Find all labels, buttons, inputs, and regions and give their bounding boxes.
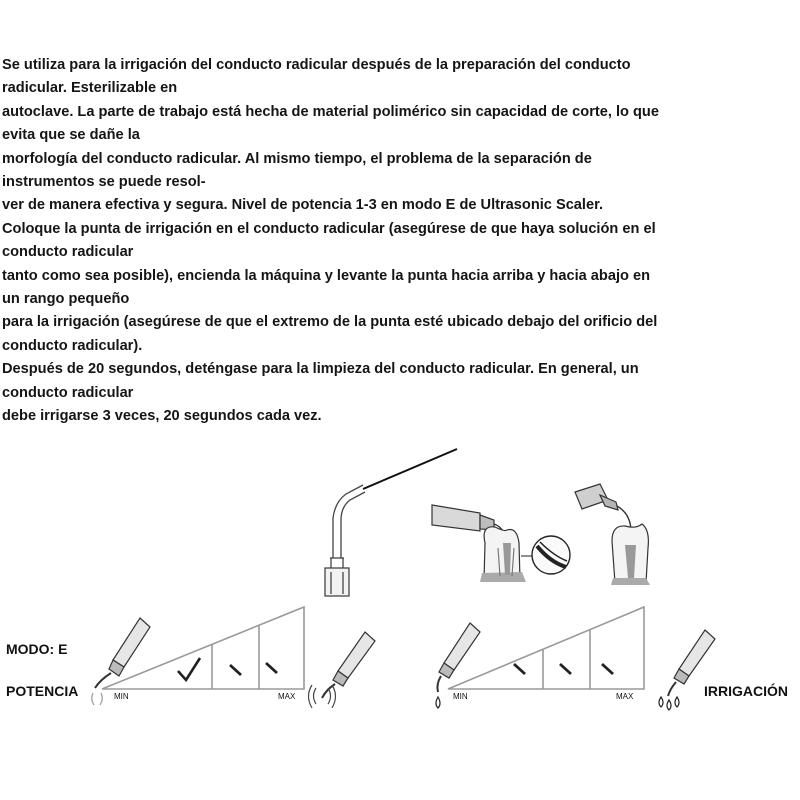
text-line: debe irrigarse 3 veces, 20 segundos cada vez.	[2, 408, 322, 425]
text-line: conducto radicular).	[2, 337, 143, 354]
power-max-label: MAX	[278, 692, 296, 701]
mode-label: MODO: E	[6, 641, 68, 657]
power-min-label: MIN	[114, 692, 129, 701]
text-line: conducto radicular	[2, 244, 134, 261]
irrigation-label: IRRIGACIÓN	[704, 683, 788, 699]
text-line: tanto como sea posible), encienda la máquina y levante la punta hacia arriba y hacia abajo en	[2, 267, 651, 284]
text-line: para la irrigación (asegúrese de que el extremo de la punta esté ubicado debajo del orificio del	[2, 314, 658, 331]
tooth-irrigation-drawing	[575, 484, 650, 585]
irrigation-max-label: MAX	[616, 692, 634, 701]
text-line: evita que se dañe la	[2, 127, 140, 144]
text-line: Coloque la punta de irrigación en el conducto radicular (asegúrese de que haya solución en el	[2, 220, 656, 237]
text-line: autoclave. La parte de trabajo está hecha de material polimérico sin capacidad de corte, lo que	[2, 103, 659, 120]
text-line: conducto radicular	[2, 384, 134, 401]
magnified-canal-detail	[521, 536, 570, 574]
text-line: radicular. Esterilizable en	[2, 80, 178, 97]
handpiece-high-icon	[309, 632, 376, 708]
tooth-insertion-drawing	[432, 505, 526, 582]
text-line: instrumentos se puede resol-	[2, 174, 206, 191]
irrigation-min-label: MIN	[453, 692, 468, 701]
irrigation-level-chart	[448, 607, 644, 701]
text-line: Se utiliza para la irrigación del conducto radicular después de la preparación del conducto	[2, 57, 631, 73]
text-line: ver de manera efectiva y segura. Nivel de potencia 1-3 en modo E de Ultrasonic Scaler.	[2, 197, 604, 214]
text-line: un rango pequeño	[2, 291, 130, 308]
power-label: POTENCIA	[6, 683, 79, 699]
text-line: morfología del conducto radicular. Al mismo tiempo, el problema de la separación de	[2, 150, 592, 167]
text-line: Después de 20 segundos, deténgase para la limpieza del conducto radicular. En general, un	[2, 361, 639, 378]
